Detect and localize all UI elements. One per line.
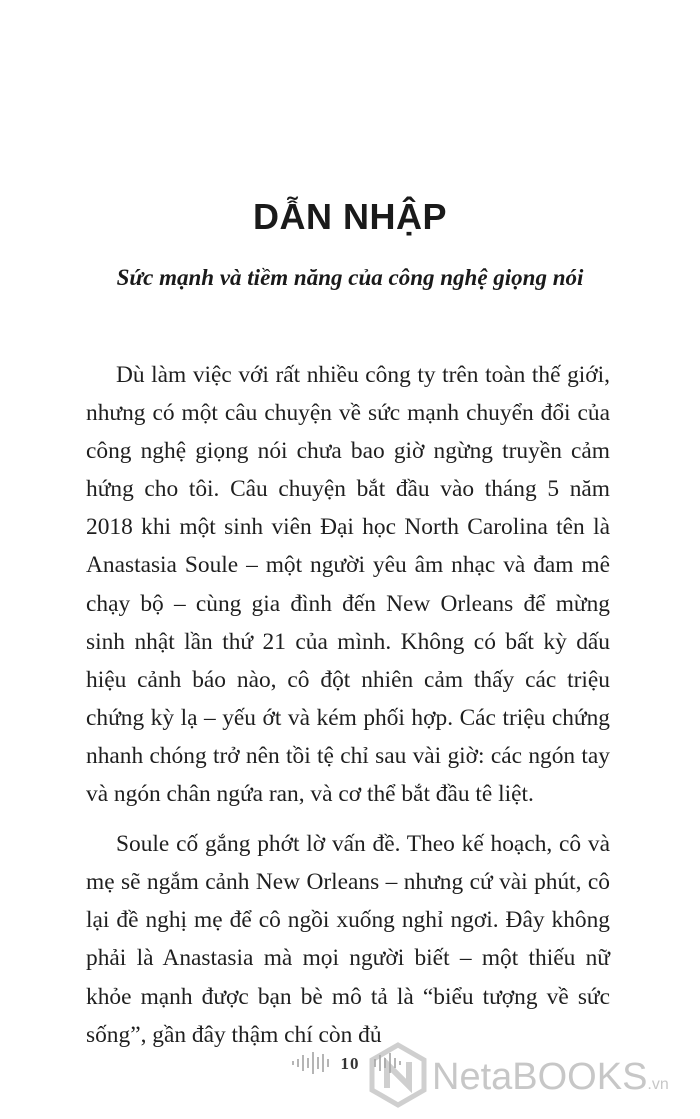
page-number: 10 [340, 1054, 360, 1073]
watermark [368, 1042, 698, 1112]
chapter-title: DẪN NHẬP [252, 196, 447, 237]
body-text [86, 356, 610, 1054]
sound-wave-icon [290, 1046, 334, 1080]
watermark-text [432, 1056, 669, 1099]
paragraph: Soule cố gắng phớt lờ vấn đề. Theo kế hoạch, cô và mẹ sẽ ngắm cảnh New Orleans – nhưng cứ vài phút, cô lại đề nghị mẹ để cô ngồi xuống nghỉ ngơi. Đây không phải là Anastasia mà mọi người biết – một thiếu nữ khỏe mạnh được bạn bè mô tả là “biểu tượng về sức sống”, gần đây thậm chí còn đủ [86, 831, 610, 1048]
paragraph: Dù làm việc với rất nhiều công ty trên toàn thế giới, nhưng có một câu chuyện về sức mạnh chuyển đổi của công nghệ giọng nói chưa bao giờ ngừng truyền cảm hứng cho tôi. Câu chuyện bắt đầu vào tháng 5 năm 2018 khi một sinh viên Đại học North Carolina tên là Anastasia Soule – một người yêu âm nhạc và đam mê chạy bộ – cùng gia đình đến New Orleans để mừng sinh nhật lần thứ 21 của mình. Không có bất kỳ dấu hiệu cảnh báo nào, cô đột nhiên cảm thấy các triệu chứng kỳ lạ – yếu ớt và kém phối hợp. Các triệu chứng nhanh chóng trở nên tồi tệ chỉ sau vài giờ: các ngón tay và ngón chân ngứa ran, và cơ thể bắt đầu tê liệt. [86, 362, 610, 808]
page-footer [0, 1040, 700, 1119]
watermark-brand: NetaBOOKS [432, 1056, 648, 1098]
netabooks-logo-icon [368, 1042, 428, 1108]
chapter-subtitle: Sức mạnh và tiềm năng của công nghệ giọng nói [116, 265, 584, 290]
watermark-suffix: .vn [647, 1076, 669, 1093]
